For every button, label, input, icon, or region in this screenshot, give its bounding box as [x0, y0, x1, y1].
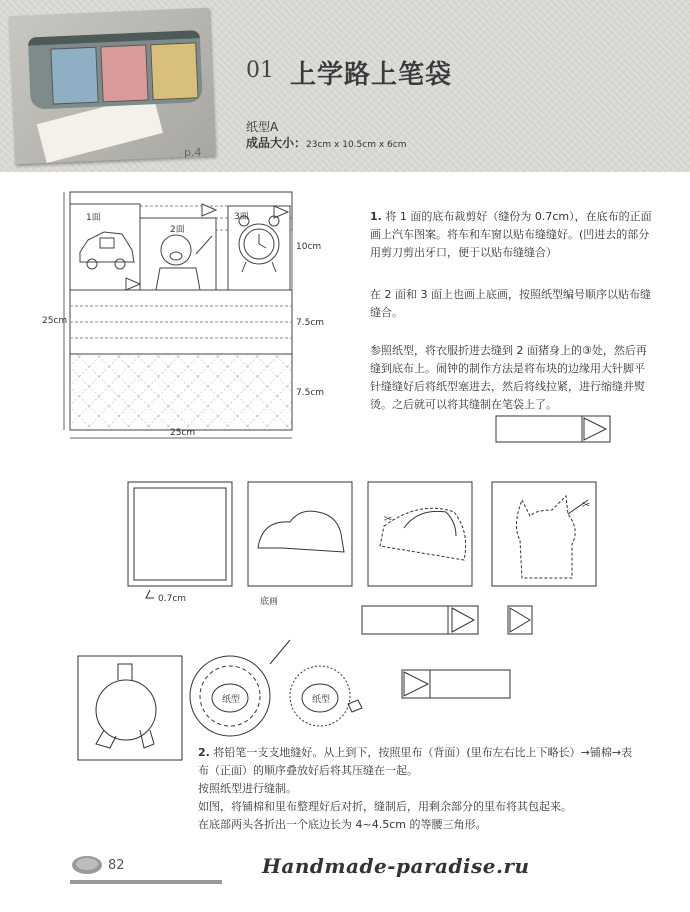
step1-number: 1.	[370, 210, 382, 223]
dim-label-10cm: 10cm	[296, 242, 322, 252]
fig2-box	[248, 482, 352, 586]
step1-line: 画上汽车图案。将车和车窗以贴布缝缝好。(凹进去的部分	[370, 228, 650, 241]
scissors-icon-1: ✂	[384, 514, 393, 525]
step1-line: 在 2 面和 3 面上也画上底画，按照纸型编号顺序以贴布缝	[370, 288, 651, 301]
dim-label-7-5a: 7.5cm	[296, 318, 325, 328]
strip-2	[362, 606, 478, 634]
page-reference: p.4	[184, 146, 202, 159]
fig5-leg-right	[140, 730, 154, 748]
step2-line: 2. 将铅笔一支支地缝好。从上到下，按照里布（背面）(里布左右比上下略长）→铺棉→表	[198, 746, 633, 759]
gather-knot	[348, 700, 362, 712]
step1-line: 参照纸型，将衣服折进去缝到 2 面猪身上的③处，然后再	[370, 344, 647, 357]
seam-allowance-label: 0.7cm	[158, 594, 187, 604]
page-title: 上学路上笔袋	[290, 60, 453, 90]
tab-triangle-1	[202, 204, 216, 216]
footer-bar	[70, 880, 222, 884]
step2-number: 2.	[198, 746, 210, 759]
fig1-outer	[128, 482, 232, 586]
fig4-cat-drawing	[516, 496, 575, 578]
fig4-box	[492, 482, 596, 586]
strip-1-triangle	[584, 418, 606, 440]
strip-4-triangle	[404, 672, 428, 696]
panel-1-label: 1面	[86, 213, 101, 223]
step2-line: 在底部两头各折出一个底边长为 4~4.5cm 的等腰三角形。	[198, 818, 487, 831]
step1-line: 针缝缝好后将纸型塞进去，然后将线拉紧，进行缩缝并熨	[370, 380, 645, 393]
step2-line: 按照纸型进行缝制。	[198, 782, 297, 795]
panel-3-label: 3面	[234, 212, 249, 222]
panel-1-box	[70, 204, 140, 290]
scissors-icon-2: ✂	[582, 500, 591, 511]
dim-label-25-bottom: 25cm	[170, 428, 196, 438]
step1-paragraph-1	[370, 208, 670, 262]
step1-line: 缝到底布上。闹钟的制作方法是将布块的边缘用大针脚平	[370, 362, 645, 375]
step1-line: 1. 将 1 面的底布裁剪好（缝份为 0.7cm），在底布的正面	[370, 210, 652, 223]
dim-label-7-5b: 7.5cm	[296, 388, 325, 398]
quilted-area	[70, 354, 292, 430]
button-icon	[70, 854, 104, 876]
page-number: 82	[108, 858, 125, 873]
needle-line	[270, 640, 290, 664]
step2-line: 如图，将铺棉和里布整理好后对折，缝制后，用剩余部分的里布将其包起来。	[198, 800, 572, 813]
step-figures	[78, 416, 610, 760]
fig5-body	[96, 680, 156, 740]
step1-line: 烫。之后就可以将其缝制在笔袋上了。	[370, 398, 557, 411]
panel-2-label: 2面	[170, 225, 185, 235]
paper-label-1: 纸型	[222, 695, 241, 705]
paper-label-2: 纸型	[312, 695, 331, 705]
fig2-cloud-shape	[258, 511, 344, 552]
step2-line: 布（正面）的顺序叠放好后将其压缝在一起。	[198, 764, 418, 777]
step1-paragraph-3	[370, 342, 670, 414]
title-number: 01	[246, 58, 274, 83]
step2-paragraph	[198, 744, 678, 834]
size-value: 23cm x 10.5cm x 6cm	[306, 140, 407, 150]
strip-1	[496, 416, 610, 442]
pattern-label: 纸型A	[246, 120, 279, 134]
dim-label-25-left: 25cm	[42, 316, 68, 326]
step1-paragraph-2	[370, 286, 670, 322]
fig5-box	[78, 656, 182, 760]
fig1-inner	[134, 488, 226, 580]
strip-4	[402, 670, 510, 698]
watermark: Handmade-paradise.ru	[262, 854, 530, 878]
seam-pointer	[146, 590, 154, 598]
step1-line: 用剪刀剪出牙口，便于以贴布缝缝合）	[370, 246, 557, 259]
fig5-head-top	[118, 664, 132, 680]
underdrawing-label: 底画	[260, 597, 279, 607]
fig3-shape-inner	[404, 511, 456, 536]
strip-3-triangle	[510, 608, 530, 632]
step1-line: 缝合。	[370, 306, 403, 319]
strip-2-triangle	[452, 608, 474, 632]
fig3-applique	[380, 508, 466, 560]
size-label: 成品大小：	[246, 136, 307, 150]
strip-3	[508, 606, 532, 634]
